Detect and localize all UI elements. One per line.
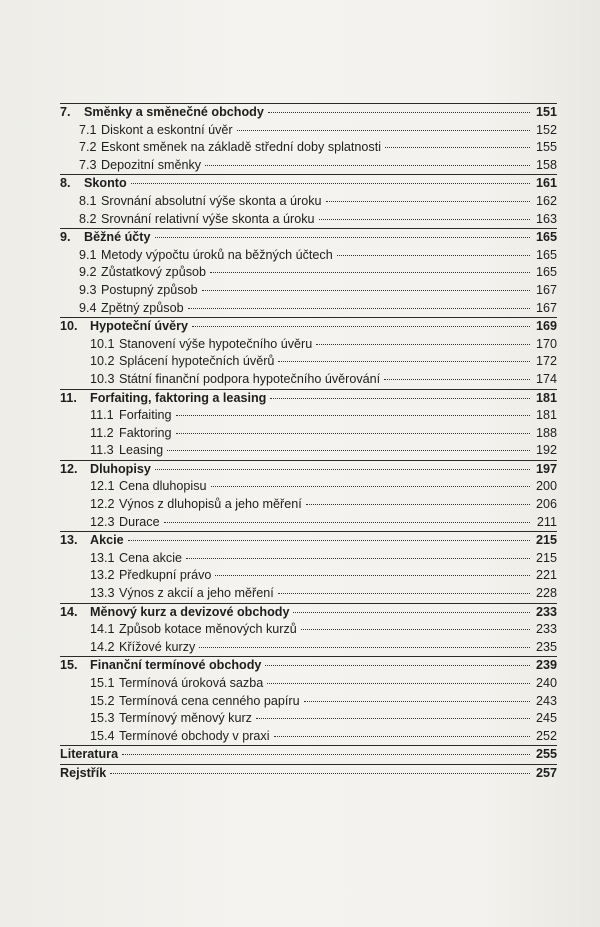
page-number: 161 — [535, 176, 557, 191]
section-title: Depozitní směnky — [101, 157, 202, 172]
section-number: 9.2 — [79, 265, 97, 280]
table-of-contents — [60, 103, 557, 783]
chapter-heading[interactable] — [60, 390, 557, 408]
section-number: 7.3 — [79, 157, 97, 172]
section-title: Durace — [119, 514, 160, 529]
section-number: 12.1 — [90, 479, 115, 494]
section-entry[interactable] — [60, 728, 557, 746]
page-number: 165 — [535, 230, 557, 245]
section-number: 14.2 — [90, 639, 115, 654]
chapter-heading[interactable] — [60, 461, 557, 479]
page-number: 243 — [535, 693, 557, 708]
section-title: Termínový měnový kurz — [119, 711, 252, 726]
section-number: 9.1 — [79, 247, 97, 262]
section-entry[interactable] — [60, 567, 557, 585]
section-title: Postupný způsob — [101, 282, 198, 297]
page-number: 167 — [535, 300, 557, 315]
references-entry — [60, 745, 557, 764]
dot-leader — [128, 540, 530, 541]
section-title: Termínová cena cenného papíru — [119, 693, 300, 708]
section-entry[interactable] — [60, 514, 557, 532]
dot-leader — [301, 629, 530, 630]
section-number: 13.1 — [90, 550, 115, 565]
references-row[interactable] — [60, 746, 557, 764]
section-entry[interactable] — [60, 478, 557, 496]
index-row[interactable] — [60, 765, 557, 783]
section-title: Metody výpočtu úroků na běžných účtech — [101, 247, 333, 262]
section-title: Termínové obchody v praxi — [119, 728, 270, 743]
chapter-heading[interactable] — [60, 318, 557, 336]
chapter-title: Měnový kurz a devizové obchody — [90, 604, 290, 619]
section-title: Stanovení výše hypotečního úvěru — [119, 336, 313, 351]
dot-leader — [176, 415, 531, 416]
dot-leader — [155, 469, 530, 470]
dot-leader — [237, 130, 530, 131]
dot-leader — [278, 361, 530, 362]
chapter-10 — [60, 317, 557, 388]
dot-leader — [210, 272, 530, 273]
chapter-title: Finanční termínové obchody — [90, 658, 262, 673]
dot-leader — [202, 290, 530, 291]
chapter-title: Hypoteční úvěry — [90, 319, 188, 334]
page-number: 240 — [535, 676, 557, 690]
page-number: 170 — [535, 336, 557, 351]
section-number: 12.3 — [90, 514, 115, 529]
section-title: Zpětný způsob — [101, 300, 184, 315]
section-number: 9.4 — [79, 300, 97, 315]
section-number: 11.3 — [90, 443, 114, 458]
page-number: 245 — [535, 711, 557, 726]
section-title: Předkupní právo — [119, 568, 212, 583]
section-number: 8.1 — [79, 193, 97, 208]
section-title: Výnos z akcií a jeho měření — [119, 586, 274, 601]
dot-leader — [274, 736, 531, 737]
dot-leader — [319, 219, 530, 220]
dot-leader — [186, 558, 530, 559]
chapter-heading[interactable] — [60, 532, 557, 550]
section-title: Výnos z dluhopisů a jeho měření — [119, 497, 302, 512]
section-number: 9.3 — [79, 282, 97, 297]
page-number: 155 — [535, 140, 557, 155]
section-entry[interactable] — [60, 139, 557, 157]
section-title: Leasing — [119, 443, 164, 458]
chapter-heading[interactable] — [60, 175, 557, 193]
chapter-number: 10. — [60, 319, 78, 334]
chapter-8 — [60, 174, 557, 228]
page-number: 257 — [535, 765, 557, 780]
page-number: 165 — [535, 247, 557, 262]
references-title: Literatura — [60, 747, 119, 762]
dot-leader — [205, 165, 530, 166]
dot-leader — [131, 183, 530, 184]
section-number: 10.1 — [90, 336, 115, 351]
chapter-11 — [60, 389, 557, 460]
dot-leader — [326, 201, 530, 202]
dot-leader — [167, 450, 530, 451]
page-number: 163 — [535, 211, 557, 226]
section-title: Termínová úroková sazba — [119, 676, 264, 690]
chapter-number: 15. — [60, 658, 78, 673]
section-entry[interactable] — [60, 193, 557, 211]
page-number: 174 — [535, 371, 557, 386]
section-title: Státní finanční podpora hypotečního úvěrování — [119, 371, 381, 386]
section-entry[interactable] — [60, 336, 557, 354]
dot-leader — [306, 504, 530, 505]
dot-leader — [192, 326, 530, 327]
section-entry[interactable] — [60, 211, 557, 229]
page-number: 162 — [535, 193, 557, 208]
section-title: Faktoring — [119, 425, 172, 440]
section-title: Cena akcie — [119, 550, 183, 565]
page-number: 233 — [535, 604, 557, 619]
section-entry[interactable] — [60, 122, 557, 140]
dot-leader — [188, 308, 530, 309]
section-entry[interactable] — [60, 639, 557, 657]
dot-leader — [164, 522, 530, 523]
chapter-heading[interactable] — [60, 604, 557, 622]
section-entry[interactable] — [60, 621, 557, 639]
dot-leader — [265, 665, 530, 666]
section-title: Cena dluhopisu — [119, 479, 207, 494]
dot-leader — [316, 344, 530, 345]
section-entry[interactable] — [60, 496, 557, 514]
chapter-15 — [60, 656, 557, 745]
dot-leader — [256, 718, 530, 719]
section-number: 13.2 — [90, 568, 115, 583]
page-number: 211 — [536, 514, 557, 529]
section-number: 8.2 — [79, 211, 97, 226]
page-number: 235 — [535, 639, 557, 654]
chapter-14 — [60, 603, 557, 657]
page-number: 172 — [535, 354, 557, 369]
section-entry[interactable] — [60, 710, 557, 728]
dot-leader — [211, 486, 530, 487]
dot-leader — [384, 379, 530, 380]
dot-leader — [385, 147, 530, 148]
section-title: Zůstatkový způsob — [101, 265, 206, 280]
page-number: 181 — [535, 390, 557, 405]
section-entry[interactable] — [60, 693, 557, 711]
page-number: 151 — [535, 105, 557, 119]
dot-leader — [278, 593, 530, 594]
section-number: 15.4 — [90, 728, 115, 743]
chapter-title: Skonto — [84, 176, 127, 191]
section-entry[interactable] — [60, 425, 557, 443]
page-number: 197 — [535, 461, 557, 476]
page-number: 252 — [535, 728, 557, 743]
page-number: 221 — [535, 568, 557, 583]
page-number: 255 — [535, 747, 557, 762]
section-entry[interactable] — [60, 247, 557, 265]
chapter-title: Forfaiting, faktoring a leasing — [90, 390, 267, 405]
chapter-number: 11. — [60, 390, 77, 405]
dot-leader — [176, 433, 531, 434]
chapter-7 — [60, 103, 557, 174]
dot-leader — [110, 773, 530, 774]
section-entry[interactable] — [60, 407, 557, 425]
section-entry[interactable] — [60, 371, 557, 389]
section-entry[interactable] — [60, 585, 557, 603]
section-title: Splácení hypotečních úvěrů — [119, 354, 275, 369]
page-number: 158 — [535, 157, 557, 172]
section-entry[interactable] — [60, 282, 557, 300]
index-title: Rejstřík — [60, 765, 107, 780]
page-number: 167 — [535, 282, 557, 297]
chapter-heading[interactable] — [60, 104, 557, 122]
page-number: 192 — [535, 443, 557, 458]
section-entry[interactable] — [60, 300, 557, 318]
chapter-number: 7. — [60, 105, 71, 119]
chapter-13 — [60, 531, 557, 602]
section-title: Diskont a eskontní úvěr — [101, 122, 233, 137]
dot-leader — [122, 754, 530, 755]
section-number: 15.3 — [90, 711, 115, 726]
section-number: 10.2 — [90, 354, 115, 369]
section-number: 15.1 — [90, 676, 115, 690]
chapter-title: Akcie — [90, 533, 124, 548]
page-number: 239 — [535, 658, 557, 673]
chapter-12 — [60, 460, 557, 531]
page-number: 169 — [535, 319, 557, 334]
section-title: Eskont směnek na základě střední doby splatnosti — [101, 140, 382, 155]
section-number: 7.2 — [79, 140, 97, 155]
section-number: 12.2 — [90, 497, 115, 512]
dot-leader — [155, 237, 531, 238]
index-entry — [60, 764, 557, 783]
page-number: 233 — [535, 622, 557, 637]
chapter-heading[interactable] — [60, 229, 557, 247]
section-number: 11.1 — [90, 408, 114, 423]
section-title: Srovnání absolutní výše skonta a úroku — [101, 193, 322, 208]
page-number: 215 — [535, 550, 557, 565]
chapter-9 — [60, 228, 557, 317]
page-number: 188 — [535, 425, 557, 440]
chapter-number: 13. — [60, 533, 78, 548]
section-title: Srovnání relativní výše skonta a úroku — [101, 211, 315, 226]
page-number: 200 — [535, 479, 557, 494]
chapter-title: Dluhopisy — [90, 461, 151, 476]
page-number: 206 — [535, 497, 557, 512]
section-entry[interactable] — [60, 442, 557, 460]
dot-leader — [199, 647, 530, 648]
dot-leader — [304, 701, 530, 702]
chapter-heading[interactable] — [60, 657, 557, 675]
section-number: 11.2 — [90, 425, 114, 440]
page-number: 152 — [535, 122, 557, 137]
chapter-number: 8. — [60, 176, 71, 191]
page-number: 215 — [535, 533, 557, 548]
section-entry[interactable] — [60, 264, 557, 282]
dot-leader — [270, 398, 530, 399]
dot-leader — [293, 612, 530, 613]
dot-leader — [337, 255, 530, 256]
chapter-title: Běžné účty — [84, 230, 151, 245]
page-number: 228 — [535, 586, 557, 601]
chapter-title: Směnky a směnečné obchody — [84, 105, 264, 119]
section-number: 10.3 — [90, 371, 115, 386]
section-title: Křížové kurzy — [119, 639, 196, 654]
section-number: 14.1 — [90, 622, 115, 637]
page-number: 181 — [535, 408, 557, 423]
chapter-number: 9. — [60, 230, 71, 245]
section-entry[interactable] — [60, 157, 557, 175]
section-entry[interactable] — [60, 353, 557, 371]
chapter-number: 14. — [60, 604, 78, 619]
section-number: 15.2 — [90, 693, 115, 708]
section-entry[interactable] — [60, 550, 557, 568]
section-entry[interactable] — [60, 675, 557, 693]
page-number: 165 — [535, 265, 557, 280]
chapter-number: 12. — [60, 461, 78, 476]
dot-leader — [268, 112, 530, 113]
section-title: Forfaiting — [119, 408, 172, 423]
section-number: 7.1 — [79, 122, 97, 137]
dot-leader — [215, 575, 530, 576]
dot-leader — [267, 683, 530, 684]
section-title: Způsob kotace měnových kurzů — [119, 622, 297, 637]
section-number: 13.3 — [90, 586, 115, 601]
